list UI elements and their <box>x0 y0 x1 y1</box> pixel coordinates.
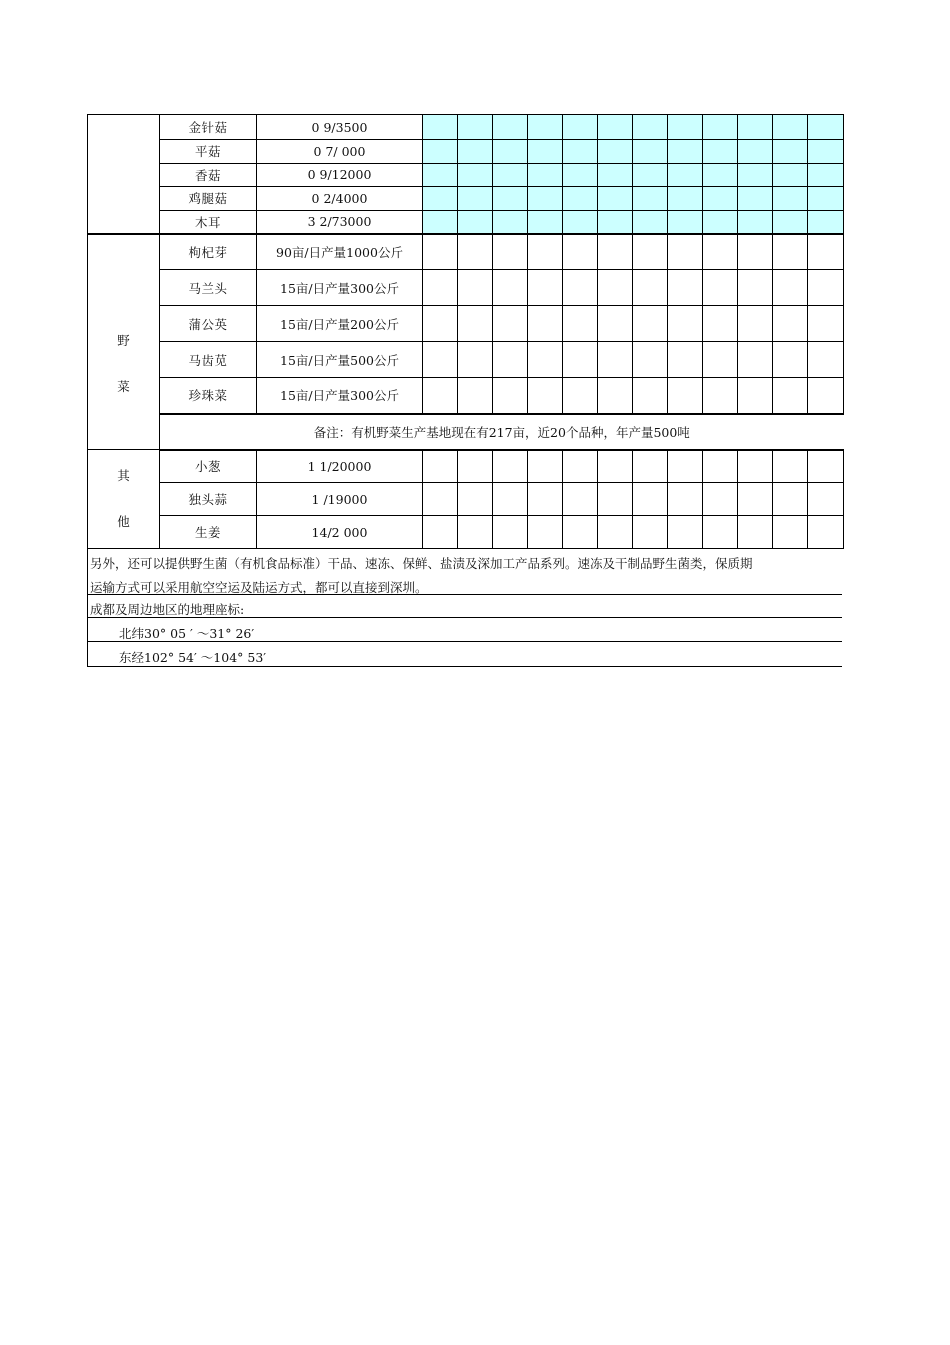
item-name: 生姜 <box>160 516 257 549</box>
item-quantity: 0 7/ 000 <box>257 140 423 164</box>
empty-cell <box>458 140 493 164</box>
empty-cell <box>493 306 528 342</box>
empty-cell <box>633 342 668 378</box>
empty-cell <box>668 163 703 187</box>
empty-cell <box>738 483 773 516</box>
table-row <box>88 306 844 342</box>
empty-cell <box>633 163 668 187</box>
table-body <box>88 115 844 549</box>
empty-cell <box>598 516 633 549</box>
empty-cell <box>423 516 458 549</box>
empty-cell <box>703 483 738 516</box>
item-name: 木耳 <box>160 210 257 234</box>
empty-cell <box>458 483 493 516</box>
empty-cell <box>528 270 563 306</box>
empty-cell <box>633 210 668 234</box>
empty-cell <box>668 270 703 306</box>
empty-cell <box>598 115 633 140</box>
empty-cell <box>528 140 563 164</box>
empty-cell <box>668 210 703 234</box>
empty-cell <box>773 306 808 342</box>
empty-cell <box>703 234 738 270</box>
empty-cell <box>528 483 563 516</box>
empty-cell <box>808 234 844 270</box>
empty-cell <box>493 163 528 187</box>
empty-cell <box>493 210 528 234</box>
item-quantity: 14/2 000 <box>257 516 423 549</box>
empty-cell <box>598 450 633 483</box>
coords-title: 成都及周边地区的地理座标: <box>90 602 245 617</box>
empty-cell <box>808 516 844 549</box>
item-name: 香菇 <box>160 163 257 187</box>
empty-cell <box>668 115 703 140</box>
wild-veg-note: 备注：有机野菜生产基地现在有217亩，近20个品种，年产量500吨 <box>160 414 844 450</box>
empty-cell <box>738 342 773 378</box>
table-row <box>88 483 844 516</box>
empty-cell <box>668 234 703 270</box>
table-row <box>88 378 844 414</box>
empty-cell <box>738 516 773 549</box>
empty-cell <box>563 163 598 187</box>
empty-cell <box>528 163 563 187</box>
empty-cell <box>598 187 633 211</box>
empty-cell <box>528 378 563 414</box>
table-row <box>88 450 844 483</box>
empty-cell <box>808 270 844 306</box>
item-quantity: 0 2/4000 <box>257 187 423 211</box>
empty-cell <box>598 270 633 306</box>
empty-cell <box>703 210 738 234</box>
footer-line-2: 运输方式可以采用航空空运及陆运方式，都可以直接到深圳。 <box>90 580 428 595</box>
table-row <box>88 187 844 211</box>
empty-cell <box>703 306 738 342</box>
empty-cell <box>773 483 808 516</box>
table-row <box>88 115 844 140</box>
empty-cell <box>528 516 563 549</box>
empty-cell <box>703 270 738 306</box>
empty-cell <box>808 483 844 516</box>
empty-cell <box>458 187 493 211</box>
empty-cell <box>668 342 703 378</box>
empty-cell <box>563 115 598 140</box>
empty-cell <box>598 483 633 516</box>
empty-cell <box>773 210 808 234</box>
empty-cell <box>493 234 528 270</box>
empty-cell <box>423 140 458 164</box>
empty-cell <box>633 270 668 306</box>
empty-cell <box>598 210 633 234</box>
empty-cell <box>773 115 808 140</box>
category-label: 野菜 <box>117 332 130 394</box>
empty-cell <box>773 163 808 187</box>
item-quantity: 0 9/3500 <box>257 115 423 140</box>
empty-cell <box>563 210 598 234</box>
empty-cell <box>738 306 773 342</box>
empty-cell <box>633 187 668 211</box>
empty-cell <box>563 306 598 342</box>
item-name: 枸杞芽 <box>160 234 257 270</box>
item-name: 蒲公英 <box>160 306 257 342</box>
empty-cell <box>423 115 458 140</box>
table-row <box>88 516 844 549</box>
empty-cell <box>703 187 738 211</box>
item-name: 平菇 <box>160 140 257 164</box>
empty-cell <box>633 378 668 414</box>
item-name: 马兰头 <box>160 270 257 306</box>
empty-cell <box>808 342 844 378</box>
empty-cell <box>563 483 598 516</box>
empty-cell <box>703 450 738 483</box>
empty-cell <box>773 270 808 306</box>
empty-cell <box>423 270 458 306</box>
item-quantity: 1 /19000 <box>257 483 423 516</box>
empty-cell <box>703 140 738 164</box>
empty-cell <box>633 450 668 483</box>
item-name: 独头蒜 <box>160 483 257 516</box>
empty-cell <box>738 140 773 164</box>
category-label: 其他 <box>117 468 130 529</box>
empty-cell <box>633 516 668 549</box>
empty-cell <box>493 140 528 164</box>
note-row <box>88 414 844 450</box>
empty-cell <box>563 140 598 164</box>
empty-cell <box>738 187 773 211</box>
empty-cell <box>668 187 703 211</box>
item-quantity: 15亩/日产量500公斤 <box>257 342 423 378</box>
empty-cell <box>808 306 844 342</box>
empty-cell <box>633 115 668 140</box>
empty-cell <box>633 140 668 164</box>
empty-cell <box>633 306 668 342</box>
empty-cell <box>528 210 563 234</box>
empty-cell <box>528 187 563 211</box>
spreadsheet <box>87 114 842 549</box>
empty-cell <box>703 342 738 378</box>
empty-cell <box>808 450 844 483</box>
empty-cell <box>808 115 844 140</box>
latitude: 北纬30° 05 ′ ～31° 26′ <box>119 626 255 641</box>
empty-cell <box>598 342 633 378</box>
table-row <box>88 234 844 270</box>
empty-cell <box>493 115 528 140</box>
empty-cell <box>458 306 493 342</box>
category-others <box>88 450 160 549</box>
empty-cell <box>773 140 808 164</box>
product-table <box>87 114 844 549</box>
empty-cell <box>458 342 493 378</box>
empty-cell <box>423 163 458 187</box>
item-quantity: 15亩/日产量300公斤 <box>257 270 423 306</box>
item-quantity: 0 9/12000 <box>257 163 423 187</box>
empty-cell <box>563 270 598 306</box>
empty-cell <box>598 140 633 164</box>
empty-cell <box>458 450 493 483</box>
empty-cell <box>738 115 773 140</box>
item-quantity: 90亩/日产量1000公斤 <box>257 234 423 270</box>
empty-cell <box>458 378 493 414</box>
empty-cell <box>773 234 808 270</box>
empty-cell <box>423 450 458 483</box>
item-name: 小葱 <box>160 450 257 483</box>
empty-cell <box>563 516 598 549</box>
empty-cell <box>423 378 458 414</box>
empty-cell <box>668 306 703 342</box>
empty-cell <box>738 270 773 306</box>
table-row <box>88 163 844 187</box>
empty-cell <box>493 187 528 211</box>
empty-cell <box>808 210 844 234</box>
empty-cell <box>563 378 598 414</box>
empty-cell <box>598 378 633 414</box>
empty-cell <box>808 163 844 187</box>
empty-cell <box>458 234 493 270</box>
item-name: 珍珠菜 <box>160 378 257 414</box>
empty-cell <box>738 210 773 234</box>
empty-cell <box>423 234 458 270</box>
empty-cell <box>738 234 773 270</box>
item-quantity: 1 1/20000 <box>257 450 423 483</box>
footer-notes <box>87 549 842 667</box>
empty-cell <box>738 378 773 414</box>
empty-cell <box>563 187 598 211</box>
empty-cell <box>668 516 703 549</box>
empty-cell <box>493 516 528 549</box>
empty-cell <box>703 516 738 549</box>
category-wild-veg <box>88 234 160 450</box>
empty-cell <box>493 450 528 483</box>
empty-cell <box>563 342 598 378</box>
item-quantity: 3 2/73000 <box>257 210 423 234</box>
empty-cell <box>493 378 528 414</box>
empty-cell <box>563 234 598 270</box>
empty-cell <box>528 234 563 270</box>
empty-cell <box>563 450 598 483</box>
empty-cell <box>598 163 633 187</box>
item-quantity: 15亩/日产量200公斤 <box>257 306 423 342</box>
longitude: 东经102° 54′ ～104° 53′ <box>119 650 267 665</box>
empty-cell <box>528 115 563 140</box>
empty-cell <box>458 516 493 549</box>
empty-cell <box>598 306 633 342</box>
footer-line-1: 另外，还可以提供野生菌（有机食品标准）干品、速冻、保鲜、盐渍及深加工产品系列。速冻及干制品野生菌类，保质期 <box>90 556 753 571</box>
empty-cell <box>458 115 493 140</box>
empty-cell <box>703 378 738 414</box>
table-row <box>88 140 844 164</box>
empty-cell <box>458 163 493 187</box>
empty-cell <box>423 306 458 342</box>
empty-cell <box>668 483 703 516</box>
empty-cell <box>493 270 528 306</box>
empty-cell <box>668 378 703 414</box>
empty-cell <box>738 450 773 483</box>
item-name: 马齿苋 <box>160 342 257 378</box>
empty-cell <box>493 483 528 516</box>
empty-cell <box>528 342 563 378</box>
empty-cell <box>493 342 528 378</box>
empty-cell <box>703 163 738 187</box>
empty-cell <box>773 342 808 378</box>
item-quantity: 15亩/日产量300公斤 <box>257 378 423 414</box>
empty-cell <box>668 140 703 164</box>
empty-cell <box>423 342 458 378</box>
empty-cell <box>423 187 458 211</box>
empty-cell <box>458 210 493 234</box>
empty-cell <box>528 450 563 483</box>
empty-cell <box>668 450 703 483</box>
empty-cell <box>808 187 844 211</box>
table-row <box>88 270 844 306</box>
empty-cell <box>598 234 633 270</box>
table-row <box>88 342 844 378</box>
empty-cell <box>773 187 808 211</box>
empty-cell <box>808 378 844 414</box>
empty-cell <box>773 450 808 483</box>
empty-cell <box>633 483 668 516</box>
empty-cell <box>423 210 458 234</box>
empty-cell <box>703 115 738 140</box>
category-mushroom <box>88 115 160 234</box>
empty-cell <box>633 234 668 270</box>
table-row <box>88 210 844 234</box>
empty-cell <box>808 140 844 164</box>
empty-cell <box>738 163 773 187</box>
item-name: 鸡腿菇 <box>160 187 257 211</box>
empty-cell <box>528 306 563 342</box>
empty-cell <box>458 270 493 306</box>
empty-cell <box>423 483 458 516</box>
empty-cell <box>773 516 808 549</box>
empty-cell <box>773 378 808 414</box>
item-name: 金针菇 <box>160 115 257 140</box>
